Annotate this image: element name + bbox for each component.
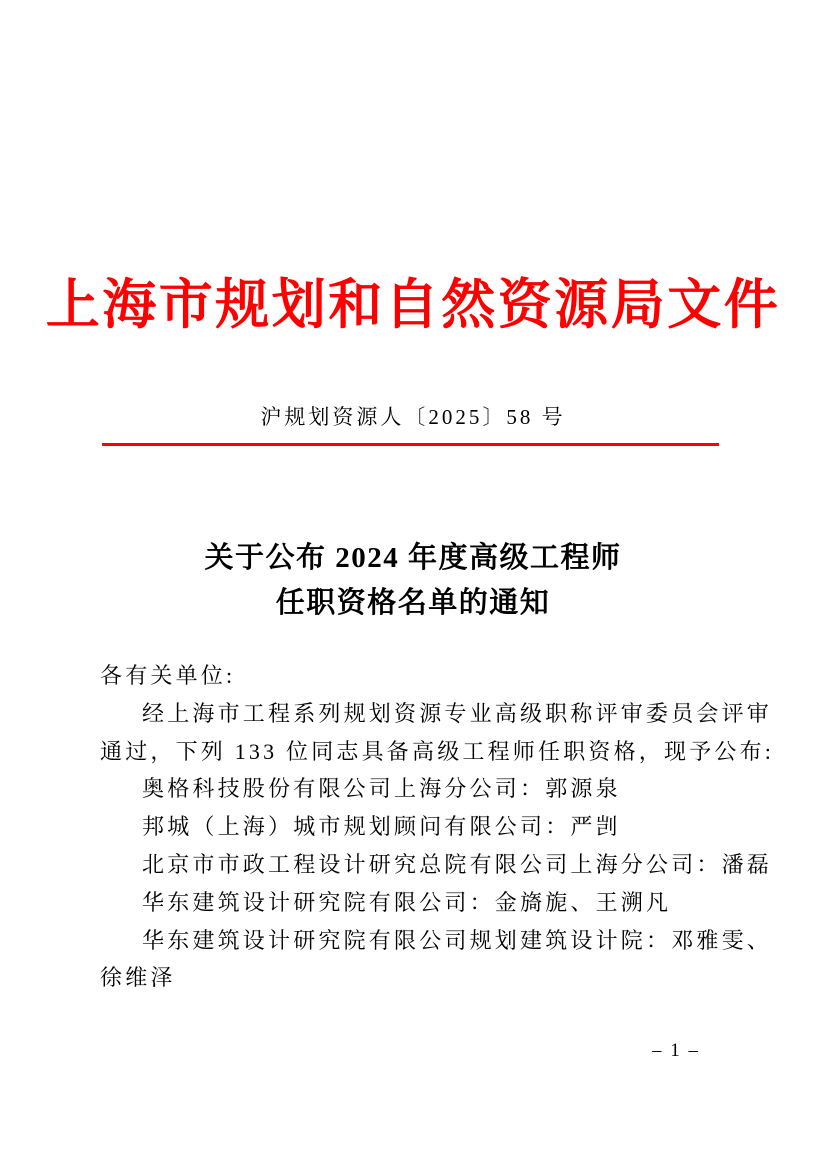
notice-title <box>0 536 826 626</box>
red-divider-rule <box>102 443 719 446</box>
page-number: – 1 – <box>652 1040 700 1061</box>
notice-title-line1: 关于公布 2024 年度高级工程师 <box>204 542 622 574</box>
company-list-item: 华东建筑设计研究院有限公司：金旖旎、王溯凡 <box>142 889 672 915</box>
body-line: 经上海市工程系列规划资源专业高级职称评审委员会评审 <box>142 700 773 726</box>
company-list-item: 邦城（上海）城市规划顾问有限公司：严剀 <box>142 814 621 840</box>
salutation-line: 各有关单位: <box>100 663 236 688</box>
org-letterhead-title: 上海市规划和自然资源局文件 <box>45 275 781 335</box>
company-list-item: 北京市市政工程设计研究总院有限公司上海分公司：潘磊 <box>142 851 773 877</box>
company-list-item: 奥格科技股份有限公司上海分公司：郭源泉 <box>142 776 621 802</box>
body-line: 通过，下列 133 位同志具备高级工程师任职资格，现予公布: <box>100 738 775 764</box>
company-list-item: 华东建筑设计研究院有限公司规划建筑设计院：邓雅雯、 <box>142 927 773 953</box>
company-list-item-continuation: 徐维泽 <box>100 965 176 991</box>
notice-body <box>100 657 780 997</box>
document-number: 沪规划资源人〔2025〕58 号 <box>260 405 566 429</box>
notice-title-line2: 任职资格名单的通知 <box>275 587 551 619</box>
